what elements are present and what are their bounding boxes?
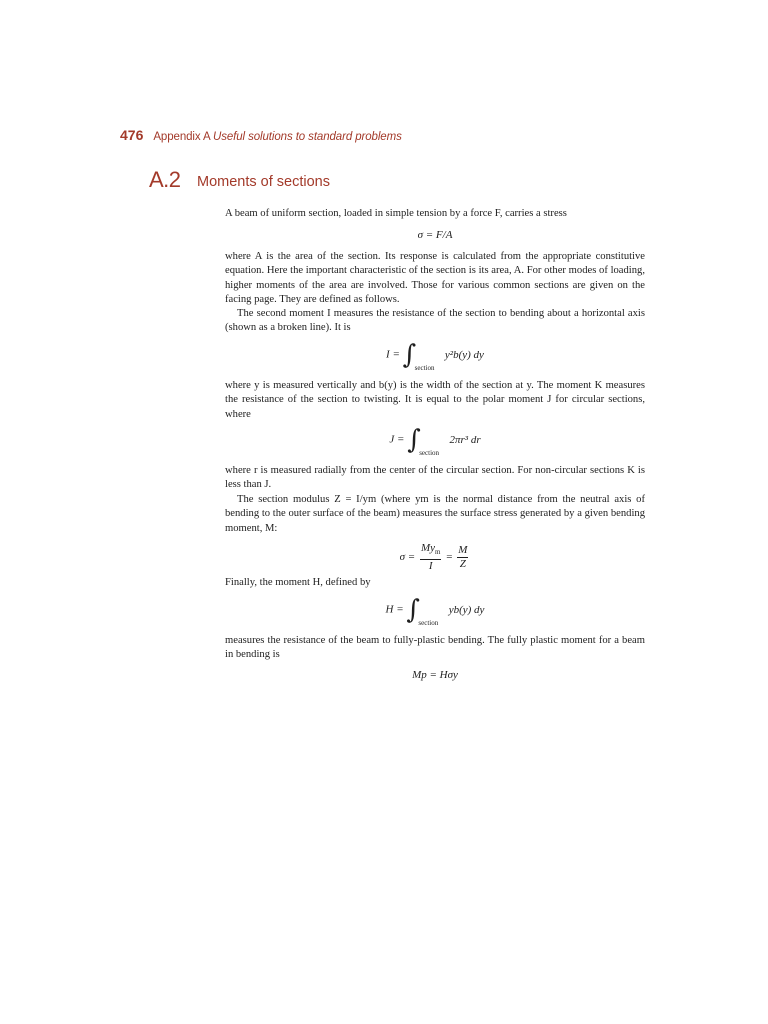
paragraph-4: where y is measured vertically and b(y) is the width of the section at y. The moment K measures the resistance of the section to twisting. It is equal to the polar moment J for circular sections, where xyxy=(225,380,645,420)
fraction-denominator: I xyxy=(428,560,433,573)
paragraph-2: where A is the area of the section. Its response is calculated from the appropriate constitutive equation. Here the important characteristic of the section is its area, A. For other modes of loading, higher moments of the area are involved. Those for various common sections are given on the facing page. They are defined as follows. xyxy=(225,251,645,305)
equation-plastic-moment xyxy=(225,595,645,627)
plastic-lhs: H = xyxy=(385,603,404,616)
equation-polar-moment xyxy=(225,425,645,457)
paragraph-1: A beam of uniform section, loaded in simple tension by a force F, carries a stress xyxy=(225,208,567,219)
integral-limit: section xyxy=(414,364,435,372)
section-number: A.2 xyxy=(149,167,181,192)
running-header xyxy=(120,127,402,145)
equation-stress: σ = F/A xyxy=(417,229,453,241)
fraction-denominator: Z xyxy=(459,558,466,571)
integral-limit: section xyxy=(418,619,439,627)
fraction-m-over-z xyxy=(457,544,468,571)
numerator-text: My xyxy=(420,542,436,554)
equation-fully-plastic: Mp = Hσy xyxy=(412,669,458,681)
fraction-numerator: M xyxy=(458,544,468,557)
running-head xyxy=(153,131,401,143)
section-title: Moments of sections xyxy=(197,174,330,190)
fraction-my-over-i xyxy=(420,542,442,573)
paragraph-7: Finally, the moment H, defined by xyxy=(225,577,371,588)
bending-lhs: σ = xyxy=(399,551,416,564)
fraction-numerator xyxy=(420,542,442,560)
second-moment-lhs: I = xyxy=(386,348,400,361)
running-head-italic: Useful solutions to standard problems xyxy=(213,131,402,143)
numerator-subscript: m xyxy=(435,548,441,557)
paragraph-3: The second moment I measures the resistance of the section to bending about a horizontal axis (shown as a broken line). It is xyxy=(225,308,645,334)
plastic-integrand: yb(y) dy xyxy=(448,603,485,616)
running-head-plain: Appendix A xyxy=(153,131,214,143)
paragraph-6: The section modulus Z = I/ym (where ym is the normal distance from the neutral axis of bending to the outer surface of the beam) measures the surface stress generated by a given bending moment, M: xyxy=(225,494,645,534)
equals-sign: = xyxy=(446,551,453,564)
equation-second-moment xyxy=(225,340,645,372)
equation-bending-stress xyxy=(225,542,645,573)
second-moment-integrand: y²b(y) dy xyxy=(444,348,484,361)
polar-moment-integrand: 2πr³ dr xyxy=(449,433,481,446)
page-number: 476 xyxy=(120,127,144,143)
integral-symbol: ∫ section xyxy=(407,425,440,457)
integral-symbol: ∫ section xyxy=(406,595,439,627)
paragraph-8: measures the resistance of the beam to fully-plastic bending. The fully plastic moment for a beam in bending is xyxy=(225,635,645,661)
integral-limit: section xyxy=(419,449,440,457)
polar-moment-lhs: J = xyxy=(389,433,405,446)
integral-symbol: ∫ section xyxy=(402,340,435,372)
paragraph-5: where r is measured radially from the center of the circular section. For non-circular sections K is less than J. xyxy=(225,465,645,491)
